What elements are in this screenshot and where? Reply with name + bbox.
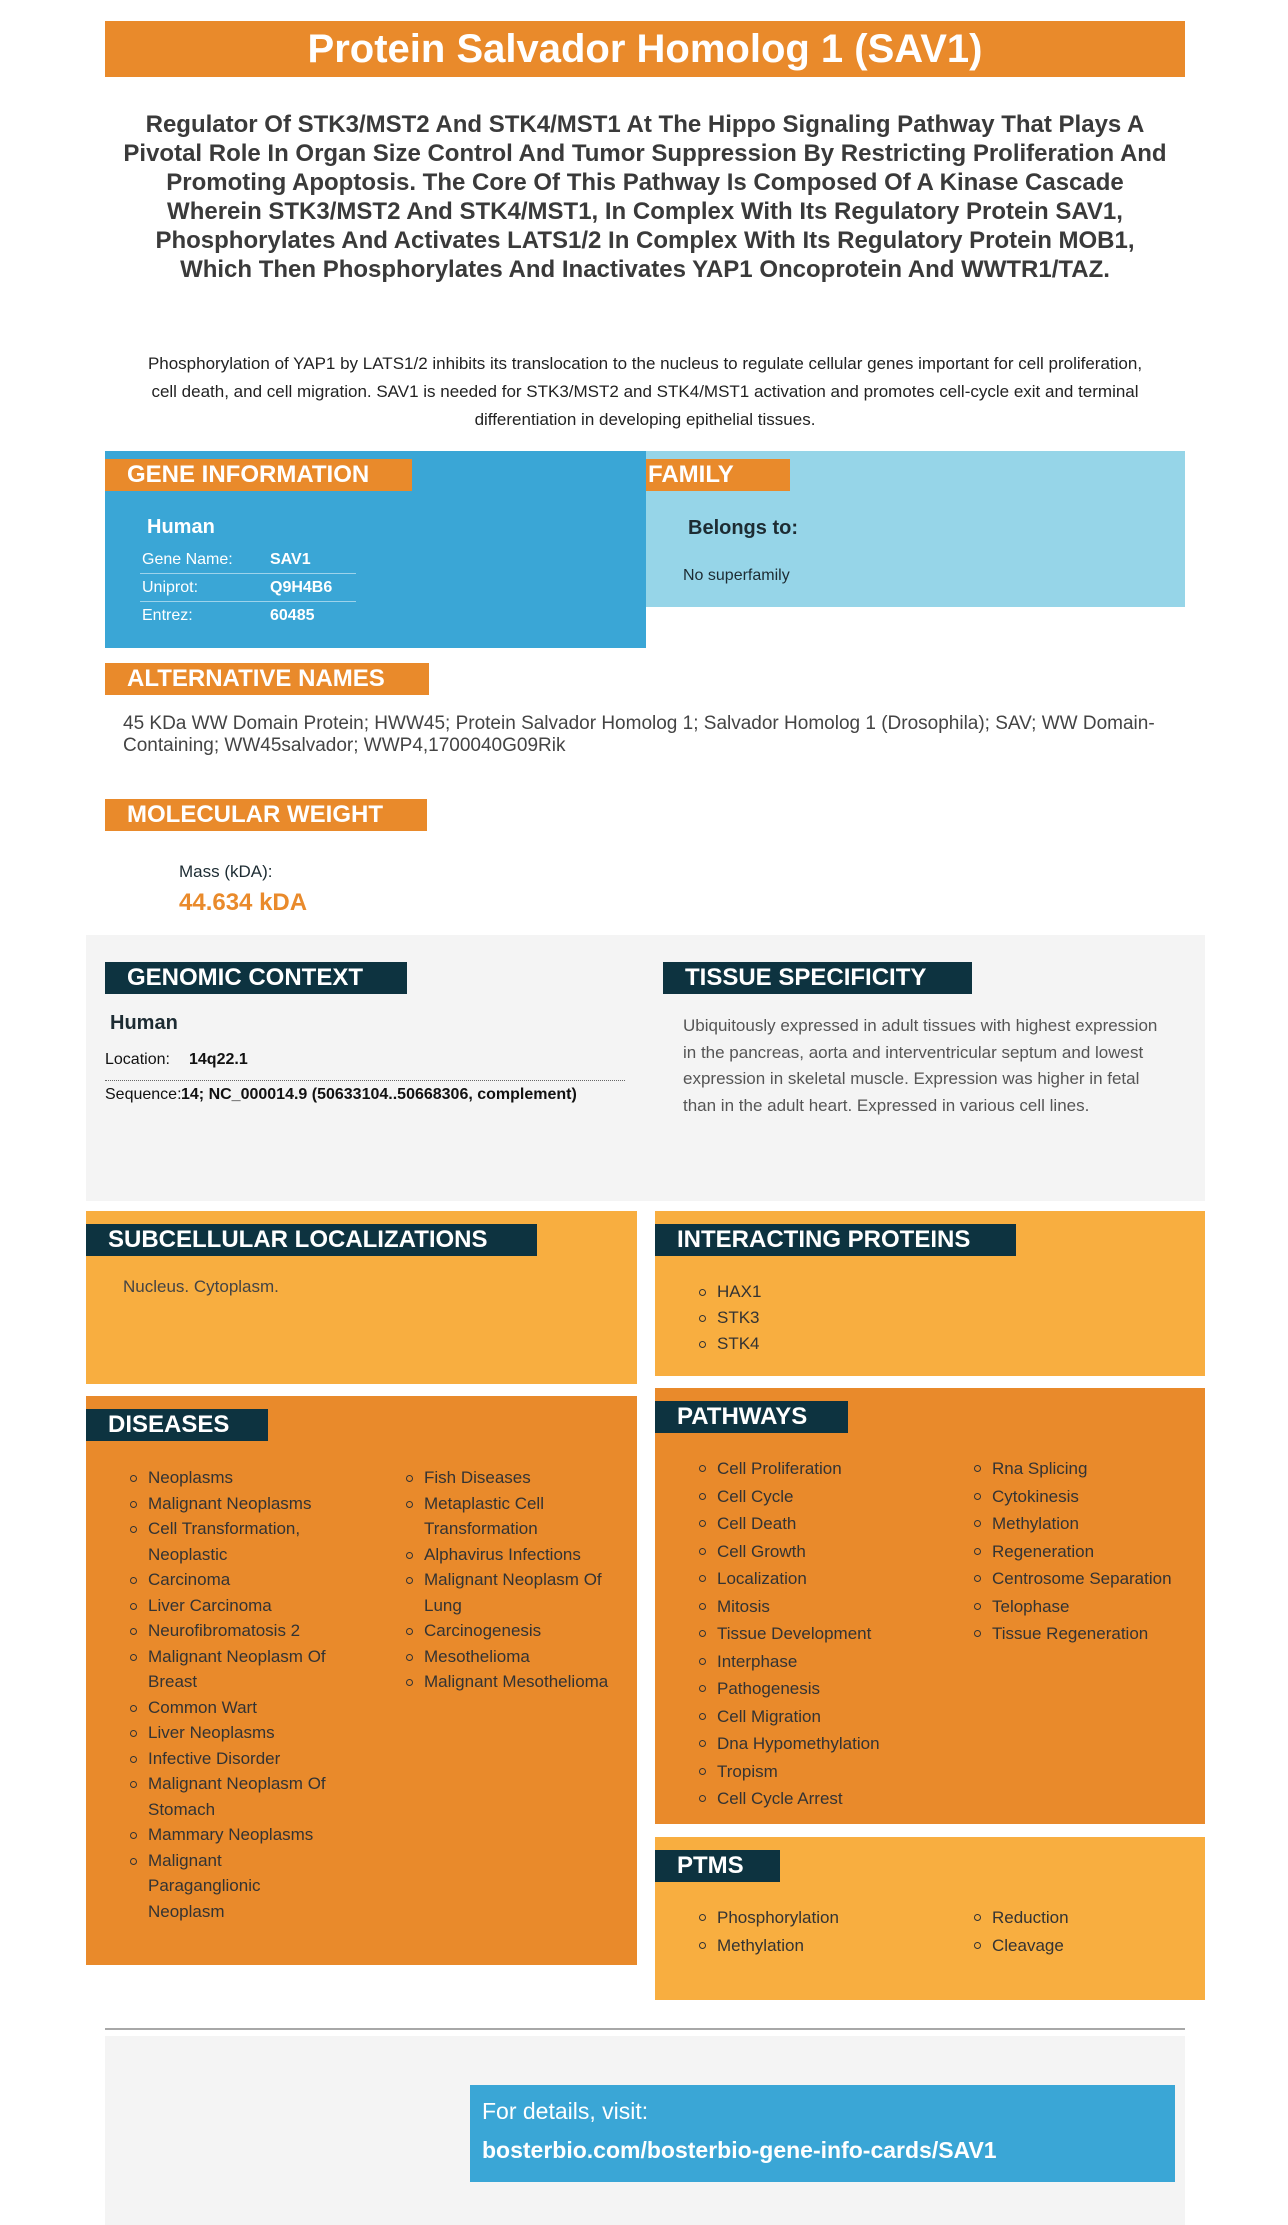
- family-value: No superfamily: [683, 567, 790, 584]
- disease-item: Common Wart: [126, 1695, 351, 1721]
- disease-item: Malignant Neoplasm Of Stomach: [126, 1771, 351, 1822]
- disease-item: Alphavirus Infections: [402, 1542, 627, 1568]
- pathways-list-col2: [970, 1455, 1200, 1648]
- pathway-item: Tissue Development: [695, 1620, 955, 1648]
- diseases-header: DISEASES: [86, 1409, 268, 1441]
- disease-item: Malignant Mesothelioma: [402, 1669, 627, 1695]
- pathway-item: Telophase: [970, 1593, 1200, 1621]
- protein-function-summary: Regulator Of STK3/MST2 And STK4/MST1 At The Hippo Signaling Pathway That Plays A Pivotal Role In Organ Size Control And Tumor Suppression By Restricting Proliferation And Promoting Apoptosis. The Core Of This Pathway Is Composed Of A Kinase Cascade Wherein STK3/MST2 And STK4/MST1, In Complex With Its Regulatory Protein SAV1, Phosphorylates And Activates LATS1/2 In Complex With Its Regulatory Protein MOB1, Which Then Phosphorylates And Inactivates YAP1 Oncoprotein And WWTR1/TAZ.: [123, 111, 1167, 283]
- uniprot-value: Q9H4B6: [270, 579, 333, 596]
- location-label: Location:: [105, 1051, 170, 1068]
- gene-info-table: [140, 546, 356, 630]
- pathway-item: Regeneration: [970, 1538, 1200, 1566]
- genomic-location-row: [105, 1051, 625, 1081]
- interacting-protein-item: HAX1: [695, 1279, 1095, 1305]
- disease-item: Neurofibromatosis 2: [126, 1618, 351, 1644]
- gene-organism: Human: [147, 516, 215, 538]
- disease-item: Carcinogenesis: [402, 1618, 627, 1644]
- protein-description: Phosphorylation of YAP1 by LATS1/2 inhibits its translocation to the nucleus to regulate cellular genes important for cell proliferation, cell death, and cell migration. SAV1 is needed for STK3/MST2 and STK4/MST1 activation and promotes cell-cycle exit and terminal differentiation in developing epithelial tissues.: [147, 354, 1143, 429]
- sequence-value: 14; NC_000014.9 (50633104..50668306, complement): [181, 1086, 577, 1103]
- gene-name-value: SAV1: [270, 551, 311, 568]
- disease-item: Mesothelioma: [402, 1644, 627, 1670]
- ptm-item: Reduction: [970, 1904, 1200, 1932]
- gene-information-header: GENE INFORMATION: [105, 459, 412, 491]
- pathway-item: Cytokinesis: [970, 1483, 1200, 1511]
- pathway-item: Rna Splicing: [970, 1455, 1200, 1483]
- disease-item: Cell Transformation, Neoplastic: [126, 1516, 351, 1567]
- ptm-item: Phosphorylation: [695, 1904, 955, 1932]
- family-belongs-label: Belongs to:: [688, 517, 798, 539]
- interacting-protein-item: STK4: [695, 1331, 1095, 1357]
- pathways-header: PATHWAYS: [655, 1401, 848, 1433]
- disease-item: Malignant Paraganglionic Neoplasm: [126, 1848, 276, 1925]
- pathway-item: Cell Cycle: [695, 1483, 955, 1511]
- genomic-context-header: GENOMIC CONTEXT: [105, 962, 407, 994]
- ptm-item: Cleavage: [970, 1932, 1200, 1960]
- disease-item: Infective Disorder: [126, 1746, 351, 1772]
- interacting-proteins-header: INTERACTING PROTEINS: [655, 1224, 1016, 1256]
- details-link-box[interactable]: [470, 2085, 1175, 2182]
- subcellular-text: Nucleus. Cytoplasm.: [123, 1277, 279, 1296]
- tissue-specificity-text: Ubiquitously expressed in adult tissues with highest expression in the pancreas, aorta and interventricular septum and lowest expression in skeletal muscle. Expression was higher in fetal than in the adult heart. Expressed in various cell lines.: [683, 1016, 1158, 1115]
- alternative-names-header: ALTERNATIVE NAMES: [105, 663, 429, 695]
- gene-name-row: [140, 546, 356, 574]
- ptms-list-col2: [970, 1904, 1200, 1959]
- disease-item: Malignant Neoplasms: [126, 1491, 351, 1517]
- pathway-item: Centrosome Separation: [970, 1565, 1200, 1593]
- pathway-item: Cell Death: [695, 1510, 955, 1538]
- pathway-item: Tissue Regeneration: [970, 1620, 1200, 1648]
- genomic-organism: Human: [110, 1012, 178, 1034]
- details-url-link[interactable]: bosterbio.com/bosterbio-gene-info-cards/SAV1: [482, 2137, 997, 2163]
- molecular-weight-header: MOLECULAR WEIGHT: [105, 799, 427, 831]
- pathway-item: Cell Proliferation: [695, 1455, 955, 1483]
- uniprot-row: [140, 574, 356, 602]
- entrez-value: 60485: [270, 607, 315, 624]
- pathway-item: Pathogenesis: [695, 1675, 955, 1703]
- genomic-sequence-row: [105, 1086, 625, 1104]
- tissue-specificity-header: TISSUE SPECIFICITY: [663, 962, 972, 994]
- ptms-header: PTMS: [655, 1850, 780, 1882]
- location-value: 14q22.1: [189, 1051, 248, 1068]
- diseases-list-col2: [402, 1465, 627, 1695]
- disease-item: Carcinoma: [126, 1567, 351, 1593]
- interacting-protein-item: STK3: [695, 1305, 1095, 1331]
- disease-item: Mammary Neoplasms: [126, 1822, 351, 1848]
- footer-divider: [105, 2028, 1185, 2030]
- disease-item: Neoplasms: [126, 1465, 351, 1491]
- disease-item: Liver Carcinoma: [126, 1593, 351, 1619]
- entrez-row: [140, 602, 356, 630]
- disease-item: Malignant Neoplasm Of Breast: [126, 1644, 351, 1695]
- entrez-label: Entrez:: [142, 607, 193, 624]
- pathway-item: Dna Hypomethylation: [695, 1730, 955, 1758]
- disease-item: Metaplastic Cell Transformation: [402, 1491, 582, 1542]
- subcellular-header: SUBCELLULAR LOCALIZATIONS: [86, 1224, 537, 1256]
- gene-name-label: Gene Name:: [142, 551, 233, 568]
- family-header: FAMILY: [646, 459, 790, 491]
- pathway-item: Cell Migration: [695, 1703, 955, 1731]
- diseases-list-col1: [126, 1465, 351, 1924]
- alternative-names-text: 45 KDa WW Domain Protein; HWW45; Protein Salvador Homolog 1; Salvador Homolog 1 (Drosophila); SAV; WW Domain-Containing; WW45salvador; WWP4,1700040G09Rik: [123, 713, 1155, 756]
- disease-item: Fish Diseases: [402, 1465, 627, 1491]
- pathway-item: Cell Cycle Arrest: [695, 1785, 955, 1813]
- mass-label: Mass (kDA):: [179, 862, 273, 881]
- disease-item: Liver Neoplasms: [126, 1720, 351, 1746]
- pathway-item: Methylation: [970, 1510, 1200, 1538]
- mass-value: 44.634 kDA: [179, 889, 308, 916]
- pathways-list-col1: [695, 1455, 955, 1813]
- disease-item: Malignant Neoplasm Of Lung: [402, 1567, 627, 1618]
- details-label: For details, visit:: [482, 2098, 649, 2124]
- pathway-item: Interphase: [695, 1648, 955, 1676]
- page-title: Protein Salvador Homolog 1 (SAV1): [105, 21, 1185, 77]
- ptms-list-col1: [695, 1904, 955, 1959]
- interacting-proteins-list: [695, 1279, 1095, 1357]
- ptm-item: Methylation: [695, 1932, 955, 1960]
- pathway-item: Mitosis: [695, 1593, 955, 1621]
- sequence-label: Sequence:: [105, 1086, 182, 1103]
- pathway-item: Localization: [695, 1565, 955, 1593]
- uniprot-label: Uniprot:: [142, 579, 199, 596]
- pathway-item: Cell Growth: [695, 1538, 955, 1566]
- pathway-item: Tropism: [695, 1758, 955, 1786]
